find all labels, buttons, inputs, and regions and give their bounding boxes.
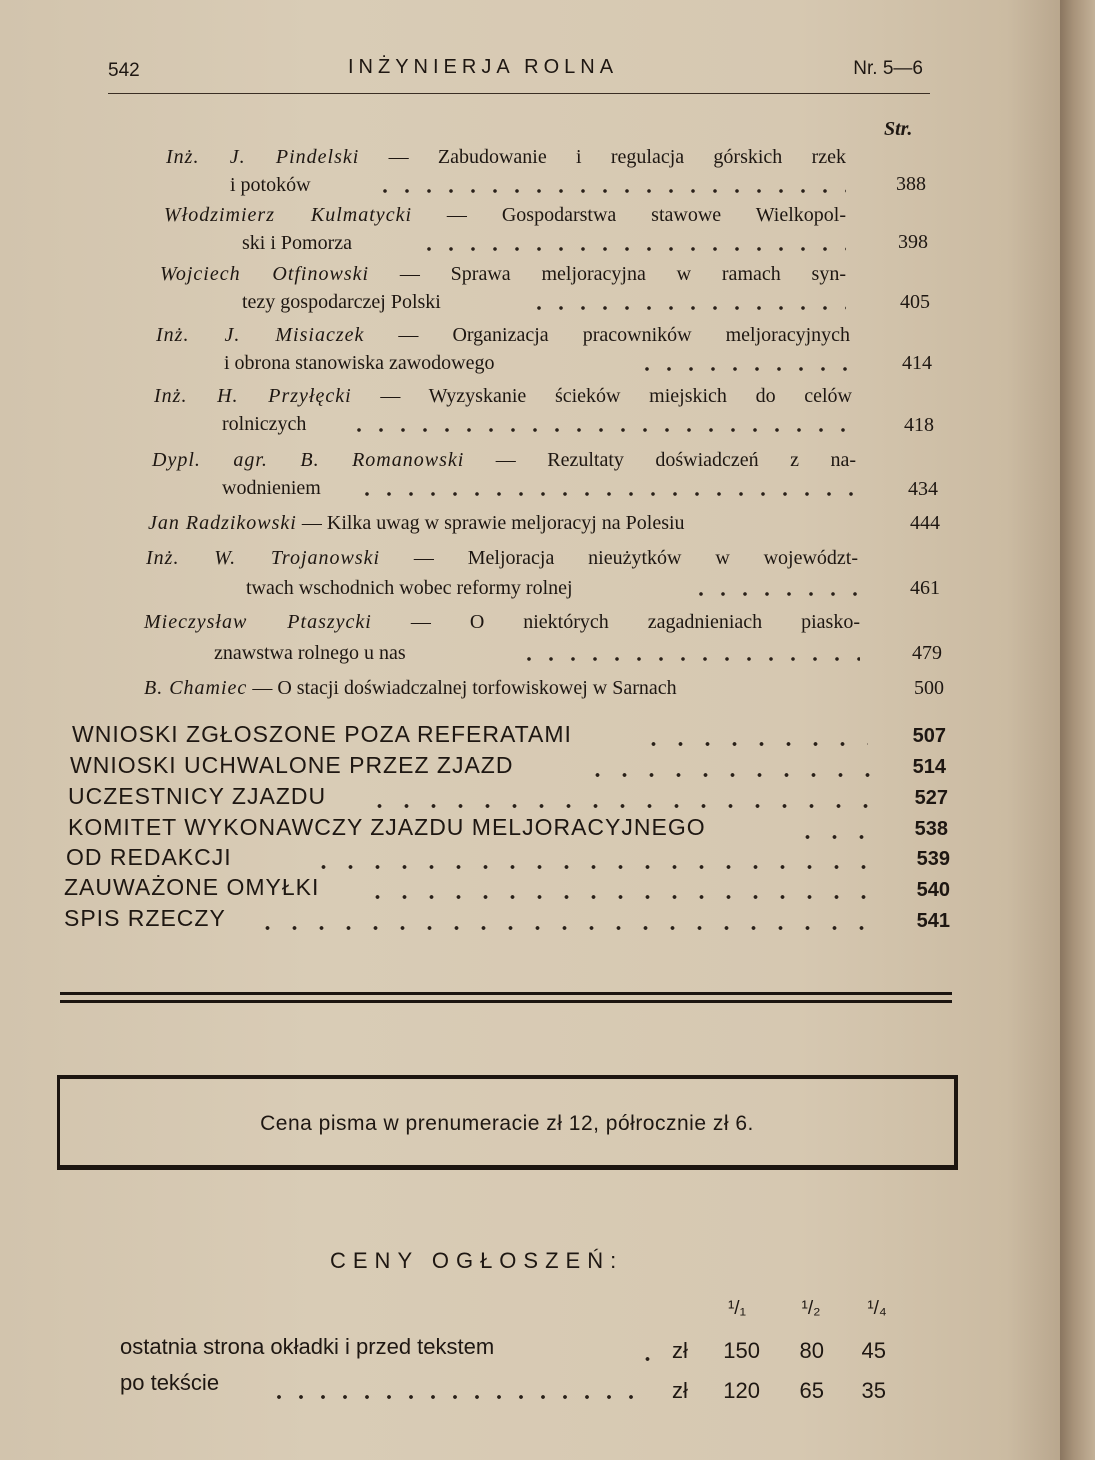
entry-title-line2: tezy gospodarczej Polski xyxy=(242,291,441,313)
leader-dots xyxy=(514,639,860,667)
leader-dots xyxy=(370,171,846,199)
entry-page: 444 xyxy=(910,512,940,534)
section-title: WNIOSKI UCHWALONE PRZEZ ZJAZD xyxy=(70,752,514,778)
section-page: 539 xyxy=(916,848,950,870)
entry-page: 500 xyxy=(914,677,944,699)
ads-column-header: ¹/₄ xyxy=(867,1298,887,1319)
entry-author: Inż. J. Pindelski xyxy=(166,146,360,168)
entry-page: 414 xyxy=(902,352,932,374)
leader-dots xyxy=(524,288,846,316)
entry-page: 418 xyxy=(904,414,934,436)
ads-price: 80 xyxy=(799,1338,824,1363)
entry-title-line1: — Gospodarstwa stawowe Wielkopol- xyxy=(446,204,846,226)
entry-page: 479 xyxy=(912,642,942,664)
ads-row-label: po tekście xyxy=(120,1370,220,1395)
leader-dots xyxy=(790,816,872,842)
entry-author: Wojciech Otfinowski xyxy=(160,263,370,285)
entry-title-line2: ski i Pomorza xyxy=(242,232,352,254)
entry-author: Jan Radzikowski xyxy=(148,512,297,534)
leader-dots xyxy=(362,785,872,811)
section-page: 541 xyxy=(916,910,950,932)
leader-dots xyxy=(264,1376,648,1402)
entry-title-line1: — Kilka uwag w sprawie meljoracyj na Polesiu xyxy=(301,512,685,534)
page-number: 542 xyxy=(108,60,140,81)
page-edge xyxy=(1060,0,1095,1460)
section-page: 527 xyxy=(914,787,948,809)
ads-row-currency: zł xyxy=(672,1338,688,1363)
section-page: 540 xyxy=(916,879,950,901)
issue-number: Nr. 5—6 xyxy=(853,58,923,79)
entry-author: Dypl. agr. B. Romanowski xyxy=(152,449,465,471)
section-title: ZAUWAŻONE OMYŁKI xyxy=(64,874,320,900)
section-page: 507 xyxy=(912,725,946,747)
entry-title-line2: rolniczych xyxy=(222,413,307,435)
ads-column-header: ¹/₁ xyxy=(727,1298,747,1319)
page-column-label: Str. xyxy=(884,118,913,140)
entry-title-line2: i obrona stanowiska zawodowego xyxy=(224,352,495,374)
ads-column-header: ¹/₂ xyxy=(801,1298,821,1319)
entry-title-line2: i potoków xyxy=(230,174,311,196)
divider-rule xyxy=(60,1000,952,1003)
entry-author: Inż. W. Trojanowski xyxy=(146,547,381,569)
section-title: WNIOSKI ZGŁOSZONE POZA REFERATAMI xyxy=(72,721,572,747)
leader-dots xyxy=(686,574,858,602)
entry-title-line2: wodnieniem xyxy=(222,477,321,499)
entry-title-line1: — Zabudowanie i regulacja górskich rzek xyxy=(388,146,847,168)
section-title: OD REDAKCJI xyxy=(66,844,232,870)
ads-title: CENY OGŁOSZEŃ: xyxy=(330,1248,624,1273)
ads-row-label: ostatnia strona okładki i przed tekstem xyxy=(120,1334,495,1359)
section-page: 514 xyxy=(912,756,946,778)
entry-title-line1: — Rezultaty doświadczeń z na- xyxy=(495,449,856,471)
leader-dots xyxy=(580,754,870,780)
entry-page: 461 xyxy=(910,577,940,599)
leader-dots xyxy=(414,229,846,257)
entry-author: Inż. H. Przyłęcki xyxy=(154,385,352,407)
entry-title-line1: — O niektórych zagadnieniach piasko- xyxy=(410,611,860,633)
ads-price: 65 xyxy=(799,1378,824,1403)
leader-dots xyxy=(306,846,874,872)
leader-dots xyxy=(632,349,850,377)
entry-author: Mieczysław Ptaszycki xyxy=(144,611,372,633)
entry-title-line2: znawstwa rolnego u nas xyxy=(214,642,406,664)
entry-page: 398 xyxy=(898,231,928,253)
leader-dots xyxy=(344,410,852,438)
ads-price: 45 xyxy=(861,1338,886,1363)
entry-title-line1: — Organizacja pracowników meljoracyjnych xyxy=(398,324,851,346)
ads-price: 150 xyxy=(723,1338,760,1363)
section-page: 538 xyxy=(914,818,948,840)
ads-price: 35 xyxy=(861,1378,886,1403)
leader-dots xyxy=(636,723,868,749)
entry-author: B. Chamiec xyxy=(144,677,248,699)
running-header xyxy=(108,56,923,86)
journal-title: INŻYNIERJA ROLNA xyxy=(348,56,619,78)
divider-rule xyxy=(60,992,952,995)
section-title: SPIS RZECZY xyxy=(64,905,226,931)
entry-title-line2: twach wschodnich wobec reformy rolnej xyxy=(246,577,573,599)
entry-page: 405 xyxy=(900,291,930,313)
section-title: KOMITET WYKONAWCZY ZJAZDU MELJORACYJNEGO xyxy=(68,814,706,840)
entry-title-line1: — Wyzyskanie ścieków miejskich do celów xyxy=(380,385,853,407)
ads-row-currency: zł xyxy=(672,1378,688,1403)
entry-title-line1: — Meljoracja nieużytków w województ- xyxy=(413,547,858,569)
entry-title-line1: — Sprawa meljoracyjna w ramach syn- xyxy=(399,263,846,285)
subscription-price-text: Cena pisma w prenumeracie zł 12, półrocznie zł 6. xyxy=(260,1112,754,1135)
entry-author: Inż. J. Misiaczek xyxy=(156,324,365,346)
leader-dots xyxy=(630,1338,650,1364)
header-rule xyxy=(108,93,930,94)
leader-dots xyxy=(360,876,874,902)
entry-title-line1: — O stacji doświadczalnej torfowiskowej w Sarnach xyxy=(252,677,677,699)
leader-dots xyxy=(250,907,876,933)
entry-author: Włodzimierz Kulmatycki xyxy=(164,204,412,226)
entry-page: 434 xyxy=(908,478,938,500)
subscription-price-box xyxy=(57,1075,958,1170)
ads-price: 120 xyxy=(723,1378,760,1403)
leader-dots xyxy=(352,474,856,502)
entry-page: 388 xyxy=(896,173,926,195)
section-title: UCZESTNICY ZJAZDU xyxy=(68,783,327,809)
